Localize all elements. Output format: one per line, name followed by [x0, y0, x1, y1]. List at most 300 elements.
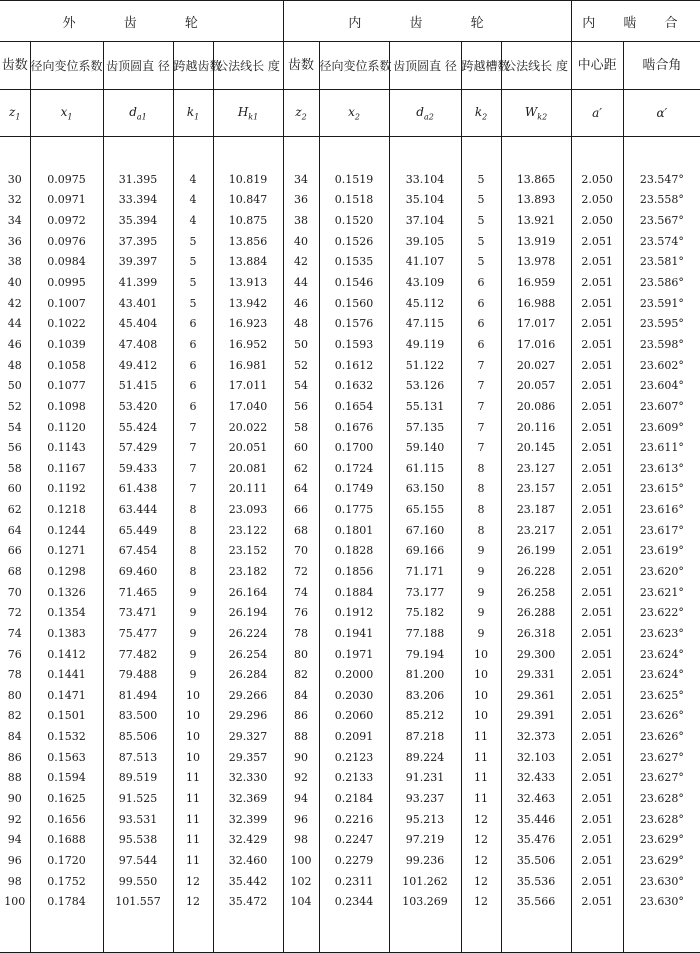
table-cell: 0.2133	[319, 768, 389, 789]
table-cell: 2.050	[571, 210, 623, 231]
table-cell: 0.2344	[319, 891, 389, 912]
table-cell: 52	[7, 399, 22, 413]
table-cell: 32.463	[501, 788, 571, 809]
table-cell: 44	[283, 272, 319, 293]
table-cell: 100	[4, 895, 26, 909]
table-cell: 6	[173, 375, 213, 396]
table-cell: 97.219	[389, 830, 461, 851]
table-cell: 0.1501	[30, 706, 103, 727]
table-cell: 23.622°	[623, 602, 700, 623]
table-cell: 63.150	[389, 479, 461, 500]
table-cell: 32.429	[213, 830, 283, 851]
table-row	[0, 788, 700, 809]
table-cell: 57.429	[103, 437, 173, 458]
symbol-base: k	[186, 104, 195, 119]
table-cell: 88	[283, 726, 319, 747]
table-row	[0, 747, 700, 768]
table-cell: 0.1039	[30, 334, 103, 355]
table-cell: 11	[461, 747, 501, 768]
table-cell: 32.460	[213, 850, 283, 871]
table-cell: 43.109	[389, 272, 461, 293]
blank-cell	[319, 137, 389, 170]
table-cell: 37.395	[103, 231, 173, 252]
table-cell: 91.525	[103, 788, 173, 809]
table-cell: 85.506	[103, 726, 173, 747]
table-cell: 0.1700	[319, 437, 389, 458]
table-cell: 7	[461, 396, 501, 417]
table-cell: 92	[283, 768, 319, 789]
table-cell: 67.454	[103, 541, 173, 562]
table-cell: 11	[461, 788, 501, 809]
table-cell: 8	[173, 541, 213, 562]
table-cell: 23.595°	[623, 313, 700, 334]
table-cell: 91.231	[389, 768, 461, 789]
table-cell: 89.224	[389, 747, 461, 768]
table-cell: 47.115	[389, 313, 461, 334]
symbol-subscript: k2	[537, 112, 548, 122]
table-row	[0, 210, 700, 231]
table-cell: 0.1654	[319, 396, 389, 417]
table-cell: 9	[461, 582, 501, 603]
table-cell: 23.620°	[623, 561, 700, 582]
table-cell: 26.284	[213, 664, 283, 685]
table-cell: 101.262	[389, 871, 461, 892]
blank-cell	[30, 912, 103, 953]
column-symbol	[461, 90, 501, 137]
table-cell: 17.016	[501, 334, 571, 355]
table-cell: 9	[461, 602, 501, 623]
table-cell: 26.258	[501, 582, 571, 603]
table-cell: 68	[283, 520, 319, 541]
table-cell: 75.477	[103, 623, 173, 644]
symbol-subscript: 1	[67, 112, 73, 122]
table-cell: 0.1546	[319, 272, 389, 293]
table-cell: 73.471	[103, 602, 173, 623]
table-cell: 86	[7, 750, 22, 764]
table-cell: 23.609°	[623, 417, 700, 438]
table-cell: 23.586°	[623, 272, 700, 293]
table-cell: 53.420	[103, 396, 173, 417]
table-cell: 0.1676	[319, 417, 389, 438]
symbol-base: H	[237, 104, 249, 119]
table-cell: 2.051	[571, 396, 623, 417]
table-cell: 0.1724	[319, 458, 389, 479]
table-cell: 51.122	[389, 355, 461, 376]
table-cell: 17.017	[501, 313, 571, 334]
table-cell: 0.1007	[30, 293, 103, 314]
blank-cell	[173, 912, 213, 953]
blank-cell	[623, 137, 700, 170]
column-symbol	[0, 90, 30, 137]
table-cell: 29.391	[501, 706, 571, 727]
blank-cell	[571, 137, 623, 170]
table-cell: 93.531	[103, 809, 173, 830]
table-cell: 12	[461, 830, 501, 851]
table-cell: 46	[7, 337, 22, 351]
table-cell: 13.913	[213, 272, 283, 293]
table-cell: 0.2279	[319, 850, 389, 871]
table-cell: 16.959	[501, 272, 571, 293]
table-row	[0, 190, 700, 211]
table-bottom-padding	[0, 912, 700, 953]
table-cell: 12	[173, 891, 213, 912]
table-cell: 36	[7, 234, 22, 248]
table-cell: 23.598°	[623, 334, 700, 355]
blank-cell	[501, 912, 571, 953]
table-cell: 99.550	[103, 871, 173, 892]
table-cell: 46	[283, 293, 319, 314]
table-cell: 0.1856	[319, 561, 389, 582]
table-cell: 50	[7, 379, 22, 393]
table-row	[0, 685, 700, 706]
table-cell: 4	[173, 210, 213, 231]
table-cell: 0.1752	[30, 871, 103, 892]
table-cell: 29.327	[213, 726, 283, 747]
table-cell: 8	[461, 499, 501, 520]
table-cell: 7	[173, 437, 213, 458]
table-cell: 26.194	[213, 602, 283, 623]
table-cell: 23.602°	[623, 355, 700, 376]
table-cell: 87.218	[389, 726, 461, 747]
column-symbol	[103, 90, 173, 137]
table-cell: 26.228	[501, 561, 571, 582]
table-cell: 35.506	[501, 850, 571, 871]
table-cell: 8	[173, 520, 213, 541]
table-cell: 4	[173, 190, 213, 211]
table-row	[0, 417, 700, 438]
table-cell: 7	[173, 458, 213, 479]
table-cell: 62	[283, 458, 319, 479]
symbol-subscript: k1	[248, 112, 259, 122]
table-cell: 23.607°	[623, 396, 700, 417]
table-cell: 51.415	[103, 375, 173, 396]
table-cell: 23.558°	[623, 190, 700, 211]
table-cell: 7	[173, 479, 213, 500]
table-cell: 0.1784	[30, 891, 103, 912]
symbol-base: W	[524, 104, 538, 119]
table-cell: 93.237	[389, 788, 461, 809]
table-cell: 7	[173, 417, 213, 438]
table-row	[0, 706, 700, 727]
table-cell: 6	[173, 396, 213, 417]
table-cell: 0.1532	[30, 726, 103, 747]
table-cell: 0.1098	[30, 396, 103, 417]
table-cell: 95.538	[103, 830, 173, 851]
table-cell: 60	[283, 437, 319, 458]
table-cell: 0.1941	[319, 623, 389, 644]
table-cell: 23.615°	[623, 479, 700, 500]
table-cell: 0.1632	[319, 375, 389, 396]
table-cell: 36	[283, 190, 319, 211]
table-cell: 5	[173, 293, 213, 314]
table-cell: 23.617°	[623, 520, 700, 541]
table-cell: 50	[283, 334, 319, 355]
table-cell: 23.182	[213, 561, 283, 582]
table-cell: 20.022	[213, 417, 283, 438]
table-cell: 5	[461, 210, 501, 231]
table-cell: 79.488	[103, 664, 173, 685]
table-cell: 33.104	[389, 169, 461, 190]
table-cell: 0.1560	[319, 293, 389, 314]
table-cell: 83.206	[389, 685, 461, 706]
table-row	[0, 891, 700, 912]
table-cell: 2.051	[571, 891, 623, 912]
table-cell: 99.236	[389, 850, 461, 871]
table-cell: 23.629°	[623, 830, 700, 851]
table-cell: 35.104	[389, 190, 461, 211]
table-cell: 104	[283, 891, 319, 912]
table-cell: 41.107	[389, 252, 461, 273]
table-cell: 2.051	[571, 788, 623, 809]
table-cell: 82	[7, 709, 22, 723]
table-cell: 0.1576	[319, 313, 389, 334]
table-cell: 52	[283, 355, 319, 376]
table-cell: 34	[7, 214, 22, 228]
blank-cell	[283, 137, 319, 170]
table-cell: 10	[461, 706, 501, 727]
table-cell: 77.482	[103, 644, 173, 665]
table-cell: 23.630°	[623, 871, 700, 892]
symbol-base: d	[416, 104, 424, 119]
column-symbol	[571, 90, 623, 137]
table-cell: 2.050	[571, 190, 623, 211]
table-cell: 0.1720	[30, 850, 103, 871]
table-cell: 0.0976	[30, 231, 103, 252]
table-cell: 0.1441	[30, 664, 103, 685]
table-cell: 11	[173, 768, 213, 789]
table-cell: 63.444	[103, 499, 173, 520]
column-header: 跨越槽数	[461, 42, 501, 90]
table-cell: 0.1519	[319, 169, 389, 190]
table-cell: 17.011	[213, 375, 283, 396]
table-row	[0, 541, 700, 562]
table-cell: 23.157	[501, 479, 571, 500]
table-cell: 67.160	[389, 520, 461, 541]
table-cell: 35.442	[213, 871, 283, 892]
table-cell: 32	[7, 193, 22, 207]
table-cell: 89.519	[103, 768, 173, 789]
column-header: 公法线长 度	[501, 42, 571, 90]
table-cell: 38	[283, 210, 319, 231]
table-cell: 5	[461, 169, 501, 190]
table-cell: 35.566	[501, 891, 571, 912]
table-cell: 57.135	[389, 417, 461, 438]
column-symbol	[501, 90, 571, 137]
table-row	[0, 334, 700, 355]
table-row	[0, 830, 700, 851]
table-cell: 0.2091	[319, 726, 389, 747]
table-cell: 96	[283, 809, 319, 830]
blank-cell	[30, 137, 103, 170]
table-cell: 2.051	[571, 541, 623, 562]
table-row	[0, 871, 700, 892]
table-row	[0, 313, 700, 334]
table-cell: 29.357	[213, 747, 283, 768]
table-cell: 82	[283, 664, 319, 685]
table-cell: 12	[461, 891, 501, 912]
table-cell: 11	[173, 830, 213, 851]
column-header: 齿顶圆直 径	[389, 42, 461, 90]
table-body	[0, 137, 700, 953]
table-cell: 0.1120	[30, 417, 103, 438]
symbol-base: d	[129, 104, 137, 119]
table-cell: 66	[7, 544, 22, 558]
column-header: 中心距	[571, 42, 623, 90]
table-cell: 2.051	[571, 685, 623, 706]
table-cell: 23.627°	[623, 747, 700, 768]
table-cell: 5	[461, 231, 501, 252]
blank-cell	[0, 137, 30, 170]
table-cell: 20.086	[501, 396, 571, 417]
table-cell: 59.140	[389, 437, 461, 458]
table-cell: 2.051	[571, 355, 623, 376]
table-cell: 40	[283, 231, 319, 252]
table-cell: 10	[173, 747, 213, 768]
symbol-base: z	[295, 104, 302, 119]
symbol-header-row	[0, 90, 700, 137]
table-row	[0, 169, 700, 190]
table-cell: 81.200	[389, 664, 461, 685]
table-cell: 0.0984	[30, 252, 103, 273]
table-row	[0, 520, 700, 541]
table-cell: 23.619°	[623, 541, 700, 562]
table-cell: 54	[7, 420, 22, 434]
table-cell: 42	[283, 252, 319, 273]
table-cell: 2.051	[571, 602, 623, 623]
blank-cell	[461, 137, 501, 170]
table-cell: 12	[461, 809, 501, 830]
symbol-subscript: 2	[301, 112, 307, 122]
table-cell: 2.051	[571, 809, 623, 830]
table-cell: 2.051	[571, 458, 623, 479]
table-cell: 35.394	[103, 210, 173, 231]
table-row	[0, 602, 700, 623]
table-cell: 38	[7, 255, 22, 269]
column-header: 公法线长 度	[213, 42, 283, 90]
table-cell: 23.613°	[623, 458, 700, 479]
table-cell: 0.0971	[30, 190, 103, 211]
table-cell: 0.1192	[30, 479, 103, 500]
table-cell: 32.433	[501, 768, 571, 789]
table-cell: 103.269	[389, 891, 461, 912]
table-cell: 0.1884	[319, 582, 389, 603]
table-cell: 0.1775	[319, 499, 389, 520]
table-cell: 2.050	[571, 169, 623, 190]
table-cell: 0.2184	[319, 788, 389, 809]
table-cell: 32.103	[501, 747, 571, 768]
table-cell: 98	[283, 830, 319, 851]
table-cell: 23.628°	[623, 788, 700, 809]
table-cell: 23.567°	[623, 210, 700, 231]
table-cell: 102	[283, 871, 319, 892]
table-cell: 42	[7, 296, 22, 310]
table-row	[0, 561, 700, 582]
table-cell: 68	[7, 564, 22, 578]
table-cell: 55.131	[389, 396, 461, 417]
table-cell: 32.373	[501, 726, 571, 747]
table-cell: 0.0972	[30, 210, 103, 231]
table-cell: 0.1218	[30, 499, 103, 520]
table-cell: 2.051	[571, 417, 623, 438]
table-cell: 43.401	[103, 293, 173, 314]
table-cell: 2.051	[571, 293, 623, 314]
table-cell: 2.051	[571, 850, 623, 871]
table-cell: 80	[283, 644, 319, 665]
table-cell: 4	[173, 169, 213, 190]
table-cell: 2.051	[571, 623, 623, 644]
table-cell: 26.164	[213, 582, 283, 603]
table-cell: 10	[461, 644, 501, 665]
table-cell: 29.266	[213, 685, 283, 706]
table-cell: 9	[461, 561, 501, 582]
table-cell: 60	[7, 482, 22, 496]
table-cell: 69.460	[103, 561, 173, 582]
table-cell: 2.051	[571, 313, 623, 334]
table-cell: 0.1520	[319, 210, 389, 231]
symbol-base: α′	[656, 106, 668, 120]
table-cell: 0.1971	[319, 644, 389, 665]
table-row	[0, 644, 700, 665]
table-cell: 45.404	[103, 313, 173, 334]
table-cell: 2.051	[571, 871, 623, 892]
table-cell: 92	[7, 812, 22, 826]
column-header-row	[0, 42, 700, 90]
table-cell: 29.296	[213, 706, 283, 727]
table-cell: 16.923	[213, 313, 283, 334]
table-cell: 23.627°	[623, 768, 700, 789]
table-row	[0, 396, 700, 417]
group-internal-gear: 内 齿 轮	[283, 1, 571, 42]
table-cell: 11	[173, 788, 213, 809]
table-cell: 49.412	[103, 355, 173, 376]
table-cell: 78	[7, 668, 22, 682]
table-row	[0, 623, 700, 644]
table-cell: 74	[283, 582, 319, 603]
symbol-subscript: 2	[482, 112, 488, 122]
table-cell: 20.081	[213, 458, 283, 479]
table-cell: 0.1594	[30, 768, 103, 789]
table-cell: 9	[173, 623, 213, 644]
table-cell: 20.145	[501, 437, 571, 458]
table-cell: 2.051	[571, 561, 623, 582]
table-cell: 20.051	[213, 437, 283, 458]
table-cell: 9	[173, 664, 213, 685]
table-cell: 0.1326	[30, 582, 103, 603]
table-cell: 65.155	[389, 499, 461, 520]
table-cell: 23.152	[213, 541, 283, 562]
table-cell: 70	[7, 585, 22, 599]
table-cell: 32.399	[213, 809, 283, 830]
table-cell: 23.625°	[623, 685, 700, 706]
table-cell: 71.465	[103, 582, 173, 603]
table-cell: 56	[283, 396, 319, 417]
table-row	[0, 252, 700, 273]
column-header: 跨越齿数	[173, 42, 213, 90]
table-cell: 23.127	[501, 458, 571, 479]
table-cell: 13.865	[501, 169, 571, 190]
table-cell: 61.115	[389, 458, 461, 479]
group-internal-meshing: 内 啮 合	[571, 1, 700, 42]
table-row	[0, 809, 700, 830]
table-cell: 6	[461, 334, 501, 355]
table-cell: 0.1828	[319, 541, 389, 562]
table-cell: 47.408	[103, 334, 173, 355]
table-cell: 0.2216	[319, 809, 389, 830]
table-cell: 10	[461, 685, 501, 706]
table-cell: 0.2030	[319, 685, 389, 706]
table-cell: 56	[7, 441, 22, 455]
table-cell: 0.1412	[30, 644, 103, 665]
